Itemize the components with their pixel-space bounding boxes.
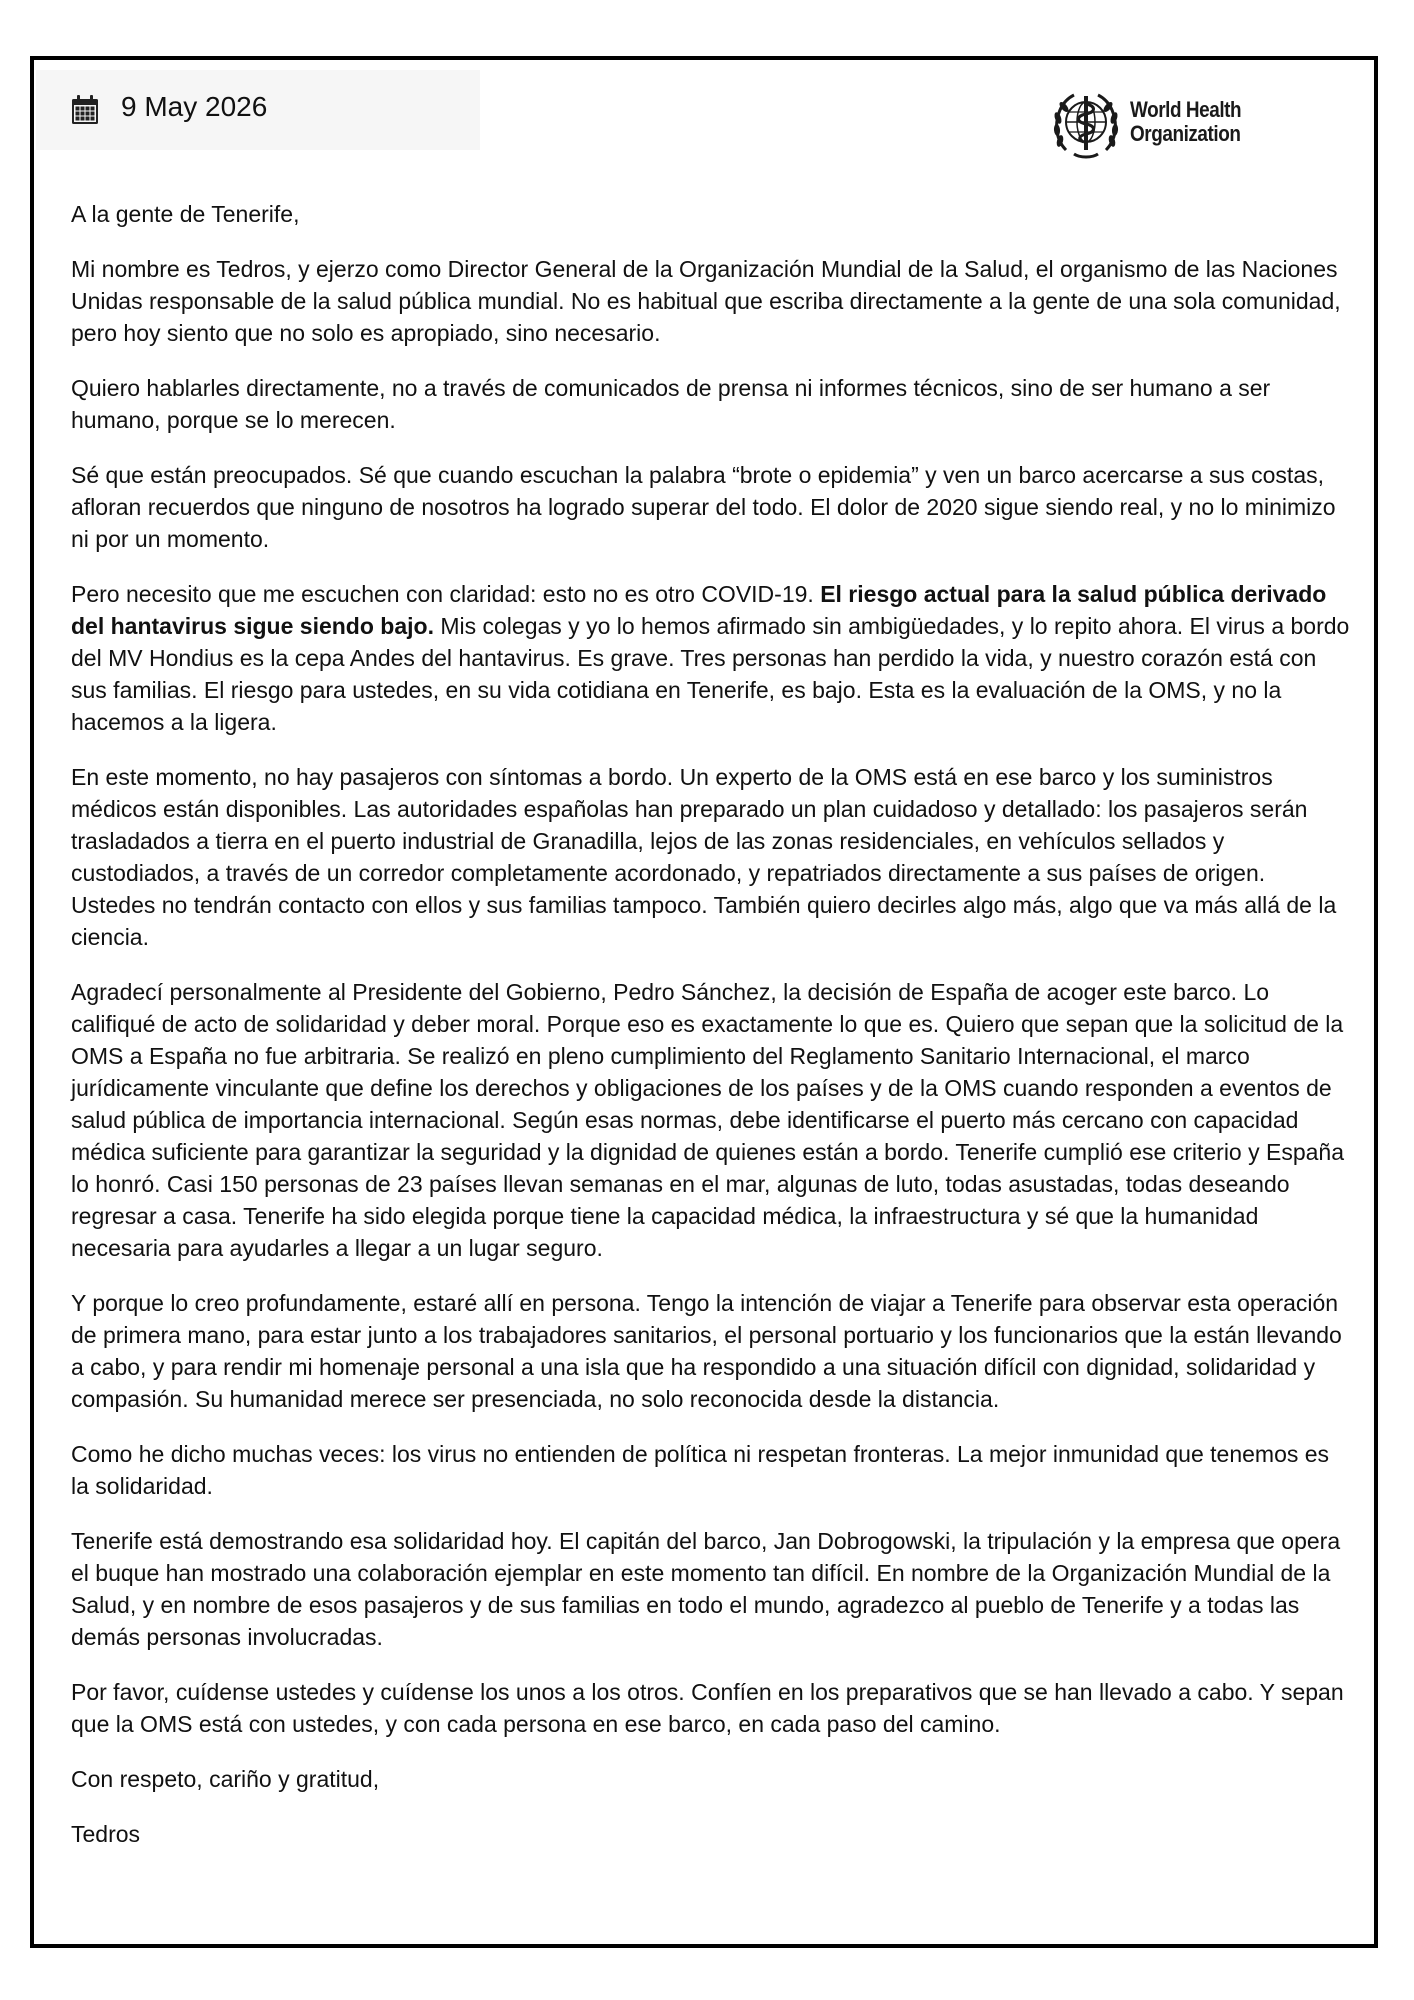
letter-salutation: A la gente de Tenerife,	[71, 201, 300, 227]
paragraph-9: Tenerife está demostrando esa solidaridad hoy. El capitán del barco, Jan Dobrogowski, la tripulación y la empresa que opera el buque han mostrado una colaboración ejemplar en este momento tan difícil. En nombre de la Organización Mundial de la Salud, y en nombre de esos pasajeros y de sus familias en todo el mundo, agradezco al pueblo de Tenerife y a todas las demás personas involucradas.	[71, 1528, 1341, 1650]
paragraph-10: Por favor, cuídense ustedes y cuídense los unos a los otros. Confíen en los preparativos que se han llevado a cabo. Y sepan que la OMS está con ustedes, y con cada persona en ese barco, en cada paso del camino.	[71, 1679, 1344, 1737]
who-logo-line-1: World Health	[1130, 97, 1242, 122]
letter-date: 9 May 2026	[121, 91, 268, 122]
paragraph-7: Y porque lo creo profundamente, estaré allí en persona. Tengo la intención de viajar a Tenerife para observar esta operación de primera mano, para estar junto a los trabajadores sanitarios, el personal portuario y los funcionarios que la están llevando a cabo, y para rendir mi homenaje personal a una isla que ha respondido a una situación difícil con dignidad, solidaridad y compasión. Su humanidad merece ser presenciada, no solo reconocida desde la distancia.	[71, 1290, 1342, 1412]
paragraph-8: Como he dicho muchas veces: los virus no entienden de política ni respetan fronteras. La mejor inmunidad que tenemos es la solidaridad.	[71, 1441, 1330, 1499]
paragraph-6: Agradecí personalmente al Presidente del Gobierno, Pedro Sánchez, la decisión de España de acoger este barco. Lo califiqué de acto de solidaridad y deber moral. Porque eso es exactamente lo que es. Quiero que sepan que la solicitud de la OMS a España no fue arbitraria. Se realizó en pleno cumplimiento del Reglamento Sanitario Internacional, el marco jurídicamente vinculante que define los derechos y obligaciones de los países y de la OMS cuando responden a eventos de salud pública de importancia internacional. Según esas normas, debe identificarse el puerto más cercano con capacidad médica suficiente para garantizar la seguridad y la dignidad de quienes están a bordo. Tenerife cumplió ese criterio y España lo honró. Casi 150 personas de 23 países llevan semanas en el mar, algunas de luto, todas asustadas, todas deseando regresar a casa. Tenerife ha sido elegida porque tiene la capacidad médica, la infraestructura y sé que la humanidad necesaria para ayudarles a llegar a un lugar seguro.	[71, 979, 1345, 1261]
who-logo-text	[1130, 98, 1241, 146]
paragraph-5: En este momento, no hay pasajeros con síntomas a bordo. Un experto de la OMS está en ese barco y los suministros médicos están disponibles. Las autoridades españolas han preparado un plan cuidadoso y detallado: los pasajeros serán trasladados a tierra en el puerto industrial de Granadilla, lejos de las zonas residenciales, en vehículos sellados y custodiados, a través de un corredor completamente acordonado, y repatriados directamente a sus países de origen. Ustedes no tendrán contacto con ellos y sus familias tampoco. También quiero decirles algo más, algo que va más allá de la ciencia.	[71, 764, 1337, 950]
letter-signature: Tedros	[71, 1821, 141, 1847]
risk-statement: El riesgo actual para la salud pública derivado del hantavirus sigue siendo bajo.	[71, 581, 1327, 639]
letter-signoff	[71, 1763, 1351, 1850]
paragraph-4-end: Mis colegas y yo lo hemos afirmado sin ambigüedades, y lo repito ahora. El virus a bordo del MV Hondius es la cepa Andes del hantavirus. Es grave. Tres personas han perdido la vida, y nuestro corazón está con sus familias. El riesgo para ustedes, en su vida cotidiana en Tenerife, es bajo. Esta es la evaluación de la OMS, y no la hacemos a la ligera.	[71, 613, 1350, 735]
paragraph-4	[71, 578, 1351, 738]
letter-body	[71, 198, 1351, 1873]
who-logo	[1052, 88, 1282, 160]
paragraph-2: Quiero hablarles directamente, no a través de comunicados de prensa ni informes técnicos, sino de ser humano a ser humano, porque se lo merecen.	[71, 375, 1271, 433]
who-logo-line-2: Organization	[1130, 121, 1241, 146]
calendar-icon	[72, 95, 98, 124]
paragraph-4-start: Pero necesito que me escuchen con claridad: esto no es otro COVID-19.	[71, 581, 821, 607]
date-header	[36, 70, 480, 150]
paragraph-1: Mi nombre es Tedros, y ejerzo como Director General de la Organización Mundial de la Salud, el organismo de las Naciones Unidas responsable de la salud pública mundial. No es habitual que escriba directamente a la gente de una sola comunidad, pero hoy siento que no solo es apropiado, sino necesario.	[71, 256, 1341, 346]
letter-closing: Con respeto, cariño y gratitud,	[71, 1766, 380, 1792]
who-emblem-icon	[1052, 88, 1120, 160]
paragraph-3: Sé que están preocupados. Sé que cuando escuchan la palabra “brote o epidemia” y ven un barco acercarse a sus costas, afloran recuerdos que ninguno de nosotros ha logrado superar del todo. El dolor de 2020 sigue siendo real, y no lo minimizo ni por un momento.	[71, 462, 1336, 552]
